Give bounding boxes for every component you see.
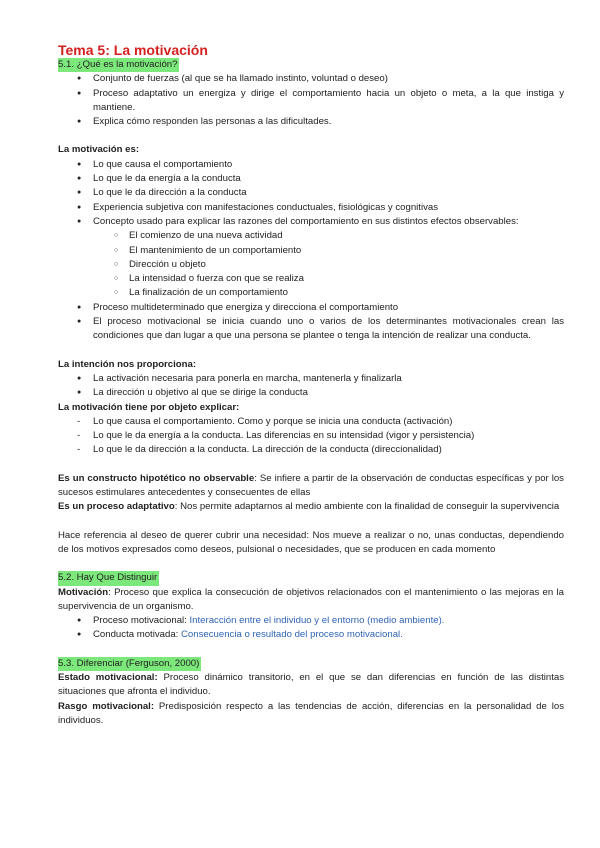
bullet-list <box>58 372 564 401</box>
paragraph-referencia: Hace referencia al deseo de querer cubrir una necesidad: Nos mueve a realizar o no, unas conductas, dependiendo de los motivos expresados como deseos, pulsional o necesidades, que se producen en cada momento <box>58 529 564 555</box>
paragraph-adaptativo: Es un proceso adaptativo: Nos permite adaptarnos al medio ambiente con la finalidad de conseguir la supervivencia <box>58 501 560 513</box>
sub-list-item: ○ La finalización de un comportamiento <box>58 286 564 300</box>
list-item: ● El proceso motivacional se inicia cuando uno o varios de los determinantes motivacionales crean las condiciones que dan lugar a que una persona se plantee o tenga la intención de realizar una conducta. <box>58 315 564 344</box>
list-item: - Lo que le da energía a la conducta. Las diferencias en su intensidad (vigor y persistencia) <box>58 429 564 443</box>
list-item: ● Lo que le da energía a la conducta <box>58 172 564 186</box>
sub-list-item: ○ Dirección u objeto <box>58 258 564 272</box>
sub-list-item: ○ El comienzo de una nueva actividad <box>58 229 564 243</box>
list-item: - Lo que le da dirección a la conducta. La dirección de la conducta (direccionalidad) <box>58 443 564 457</box>
list-item: - Lo que causa el comportamiento. Como y porque se inicia una conducta (activación) <box>58 415 564 429</box>
document-page <box>58 42 564 728</box>
paragraph-rasgo: Rasgo motivacional: Predisposición respecto a las tendencias de acción, diferencias en la personalidad de los individuos. <box>58 700 564 726</box>
dash-list <box>58 415 564 458</box>
list-item: ● Conducta motivada: Consecuencia o resultado del proceso motivacional. <box>58 628 564 642</box>
paragraph-motivacion: Motivación: Proceso que explica la consecución de objetivos relacionados con el mantenimiento o las mejoras en la supervivencia de un organismo. <box>58 586 564 612</box>
list-item: ● Lo que le da dirección a la conducta <box>58 186 564 200</box>
subheading-motivacion-es: La motivación es: <box>58 144 140 156</box>
list-item: ● Proceso multideterminado que energiza y direcciona el comportamiento <box>58 301 564 315</box>
subheading-objeto: La motivación tiene por objeto explicar: <box>58 401 240 413</box>
sub-list-item: ○ El mantenimiento de un comportamiento <box>58 244 564 258</box>
list-item: ● La dirección u objetivo al que se dirige la conducta <box>58 386 564 400</box>
sub-list-item: ○ La intensidad o fuerza con que se realiza <box>58 272 564 286</box>
subheading-intencion: La intención nos proporciona: <box>58 358 197 370</box>
list-item: ● Concepto usado para explicar las razones del comportamiento en sus distintos efectos observables: ○ El comienzo de una nueva actividad ○ El mantenimiento de un comportamiento ○ Dirección u objeto ○ La intensidad o fuerza con que se realiza ○ La finalización de un comportamiento <box>58 215 564 301</box>
section-heading-5-1: 5.1. ¿Qué es la motivación? <box>58 58 179 72</box>
paragraph-constructo: Es un constructo hipotético no observable: Se infiere a partir de la observación de conductas específicas y por los sucesos estimulares antecedentes y consecuentes de ellas <box>58 472 564 499</box>
list-item: ● Proceso motivacional: Interacción entre el individuo y el entorno (medio ambiente). <box>58 614 564 628</box>
section-heading-5-3: 5.3. Diferenciar (Ferguson, 2000) <box>58 657 201 671</box>
list-item: ● La activación necesaria para ponerla en marcha, mantenerla y finalizarla <box>58 372 564 386</box>
bullet-list <box>58 72 564 129</box>
list-item: ● Conjunto de fuerzas (al que se ha llamado instinto, voluntad o deseo) <box>58 72 564 86</box>
page-title: Tema 5: La motivación <box>58 42 208 58</box>
list-item: ● Lo que causa el comportamiento <box>58 158 564 172</box>
bullet-list <box>58 158 564 344</box>
list-item: ● Explica cómo responden las personas a las dificultades. <box>58 115 564 129</box>
sub-bullet-list <box>58 229 564 300</box>
paragraph-estado: Estado motivacional: Proceso dinámico transitorio, en el que se dan diferencias en función de las distintas situaciones que afronta el individuo. <box>58 671 564 698</box>
list-item: ● Proceso adaptativo un energiza y dirige el comportamiento hacia un objeto o meta, a la que instiga y mantiene. <box>58 87 564 116</box>
list-item: ● Experiencia subjetiva con manifestaciones conductuales, fisiológicas y cognitivas <box>58 201 564 215</box>
section-heading-5-2: 5.2. Hay Que Distinguir <box>58 571 159 585</box>
bullet-list <box>58 614 564 643</box>
